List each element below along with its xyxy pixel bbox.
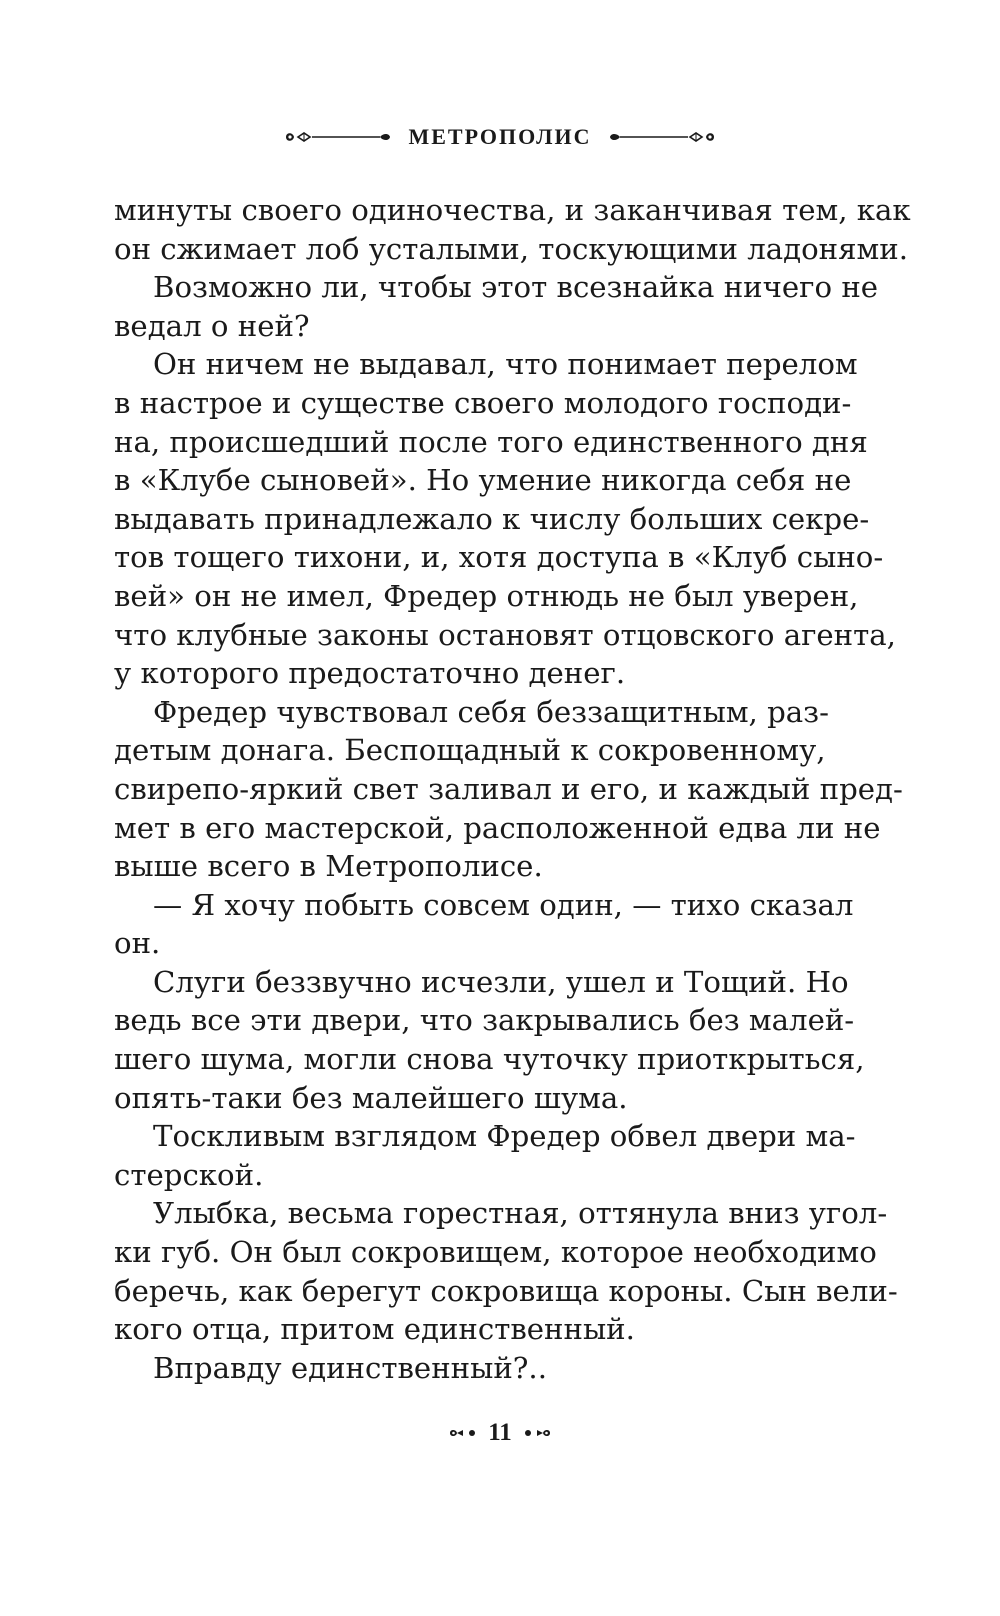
text-line: Улыбка, весьма горестная, оттянула вниз угол- [153, 1196, 888, 1231]
left-ornament-icon [282, 128, 394, 146]
running-header [0, 124, 1000, 150]
text-line: Тоскливым взглядом Фредер обвел двери ма- [153, 1119, 856, 1154]
text-line: Слуги беззвучно исчезли, ушел и Тощий. Но [153, 964, 849, 999]
text-line: свирепо-яркий свет заливал и его, и каждый пред- [114, 771, 903, 806]
text-line: ведал о ней? [114, 308, 310, 343]
text-line: в настрое и существе своего молодого господи- [114, 385, 852, 420]
text-line: — Я хочу побыть совсем один, — тихо сказал [153, 887, 854, 922]
page-number: 11 [488, 1419, 512, 1446]
page-number-footer [0, 1419, 1000, 1447]
text-line: он сжимает лоб усталыми, тоскующими ладонями. [114, 231, 908, 266]
text-line: опять-таки без малейшего шума. [114, 1080, 628, 1115]
text-line: выдавать принадлежало к числу больших секре- [114, 501, 870, 536]
text-line: детым донага. Беспощадный к сокровенному, [114, 733, 826, 768]
text-line: минуты своего одиночества, и заканчивая тем, как [114, 193, 911, 227]
text-line: беречь, как берегут сокровища короны. Сын вели- [114, 1273, 898, 1308]
text-line: на, происшедший после того единственного дня [114, 424, 868, 459]
right-ornament-icon [606, 128, 718, 146]
text-line: шего шума, могли снова чуточку приоткрыться, [114, 1042, 865, 1077]
text-line: Он ничем не выдавал, что понимает перелом [153, 347, 858, 382]
text-line: Возможно ли, чтобы этот всезнайка ничего не [153, 270, 879, 305]
text-line: он. [114, 926, 161, 961]
text-line: вей» он не имел, Фредер отнюдь не был уверен, [114, 578, 859, 613]
left-folio-ornament-icon [448, 1426, 478, 1440]
text-line: кого отца, притом единственный. [114, 1312, 635, 1347]
text-line: выше всего в Метрополисе. [114, 849, 543, 884]
text-line: ведь все эти двери, что закрывались без малей- [114, 1003, 855, 1038]
text-line: в «Клубе сыновей». Но умение никогда себя не [114, 463, 852, 498]
right-folio-ornament-icon [522, 1426, 552, 1440]
text-line: у которого предостаточно денег. [114, 656, 626, 691]
text-line: что клубные законы остановят отцовского агента, [114, 617, 896, 652]
page-text [114, 191, 911, 1387]
text-line: Вправду единственный?.. [153, 1350, 547, 1385]
running-title: МЕТРОПОЛИС [408, 124, 592, 149]
text-line: Фредер чувствовал себя беззащитным, раз- [153, 694, 829, 729]
text-line: тов тощего тихони, и, хотя доступа в «Клуб сыно- [114, 540, 884, 575]
text-line: мет в его мастерской, расположенной едва ли не [114, 810, 881, 845]
text-line: стерской. [114, 1157, 264, 1192]
text-line: ки губ. Он был сокровищем, которое необходимо [114, 1235, 877, 1270]
